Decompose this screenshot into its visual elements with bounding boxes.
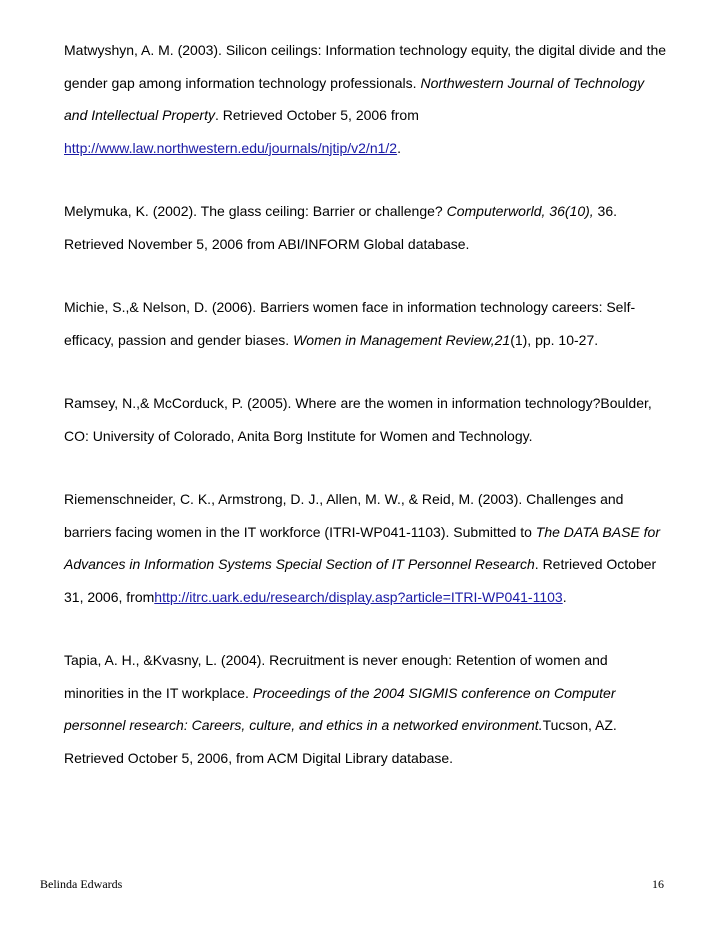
- reference-text: . Retrieved October 5, 2006 from: [214, 107, 419, 123]
- reference-line: [64, 195, 694, 228]
- reference-line: [64, 34, 694, 67]
- page-footer: [40, 877, 664, 892]
- reference-entry: [64, 387, 694, 452]
- reference-entry: [64, 644, 694, 774]
- reference-text: Riemenschneider, C. K., Armstrong, D. J., Allen, M. W., & Reid, M. (2003). Challenges and: [64, 491, 624, 507]
- reference-line: [64, 291, 694, 324]
- reference-text: 31, 2006, from: [64, 588, 155, 605]
- reference-text: Retrieved October 5, 2006, from ACM Digital Library database.: [64, 749, 454, 766]
- reference-text: minorities in the IT workplace.: [64, 684, 253, 701]
- reference-text: . Retrieved October: [534, 556, 657, 572]
- reference-title-italic: Computerworld, 36(10),: [446, 203, 594, 219]
- reference-text: (1), pp. 10-27.: [510, 331, 599, 348]
- reference-text: Tapia, A. H., &Kvasny, L. (2004). Recruitment is never enough: Retention of women and: [64, 652, 608, 668]
- reference-line: [64, 709, 694, 742]
- reference-text: Michie, S.,& Nelson, D. (2006). Barriers women face in information technology careers: Self-: [64, 299, 636, 315]
- reference-line: [64, 516, 694, 549]
- reference-text: Retrieved November 5, 2006 from ABI/INFORM Global database.: [64, 235, 470, 252]
- reference-url-link[interactable]: http://itrc.uark.edu/research/display.asp?article=ITRI-WP041-1103: [154, 588, 563, 605]
- reference-line: [64, 387, 694, 420]
- reference-title-italic: Northwestern Journal of Technology: [420, 74, 645, 91]
- reference-text: .: [562, 588, 567, 605]
- reference-text: .: [397, 139, 401, 156]
- reference-text: Melymuka, K. (2002). The glass ceiling: Barrier or challenge?: [64, 203, 447, 219]
- reference-title-italic: Women in Management Review,21: [293, 331, 511, 348]
- footer-author: Belinda Edwards: [40, 877, 123, 891]
- reference-list: [64, 34, 694, 805]
- reference-title-italic: personnel research: Careers, culture, and ethics in a networked environment.: [64, 717, 543, 733]
- reference-text: Tucson, AZ.: [542, 717, 617, 733]
- reference-url-link[interactable]: http://www.law.northwestern.edu/journals/njtip/v2/n1/2: [64, 139, 398, 156]
- reference-line: [64, 99, 694, 132]
- reference-line: [64, 67, 694, 100]
- reference-line: [64, 228, 694, 261]
- reference-line: [64, 548, 694, 581]
- reference-text: Matwyshyn, A. M. (2003). Silicon ceilings: Information technology equity, the digital divide and the: [64, 42, 667, 58]
- page-number: 16: [652, 877, 664, 891]
- reference-entry: [64, 34, 694, 164]
- reference-text: 36.: [593, 203, 618, 219]
- reference-line: [64, 132, 694, 165]
- reference-line: [64, 581, 694, 614]
- reference-title-italic: Proceedings of the 2004 SIGMIS conference on Computer: [252, 684, 616, 701]
- reference-title-italic: and Intellectual Property: [64, 107, 215, 123]
- reference-entry: [64, 483, 694, 613]
- reference-text: Ramsey, N.,& McCorduck, P. (2005). Where are the women in information technology?Boulder,: [64, 395, 652, 411]
- reference-line: [64, 677, 694, 710]
- reference-entry: [64, 195, 694, 260]
- reference-line: [64, 742, 694, 775]
- reference-line: [64, 483, 694, 516]
- reference-entry: [64, 291, 694, 356]
- reference-text: CO: University of Colorado, Anita Borg Institute for Women and Technology.: [64, 427, 533, 444]
- reference-text: barriers facing women in the IT workforce (ITRI-WP041-1103). Submitted to: [64, 523, 536, 540]
- reference-title-italic: Advances in Information Systems Special Section of IT Personnel Research: [64, 556, 535, 572]
- reference-line: [64, 324, 694, 357]
- reference-line: [64, 644, 694, 677]
- reference-title-italic: The DATA BASE for: [535, 523, 661, 540]
- reference-text: efficacy, passion and gender biases.: [64, 331, 294, 348]
- reference-line: [64, 420, 694, 453]
- reference-text: gender gap among information technology professionals.: [64, 74, 421, 91]
